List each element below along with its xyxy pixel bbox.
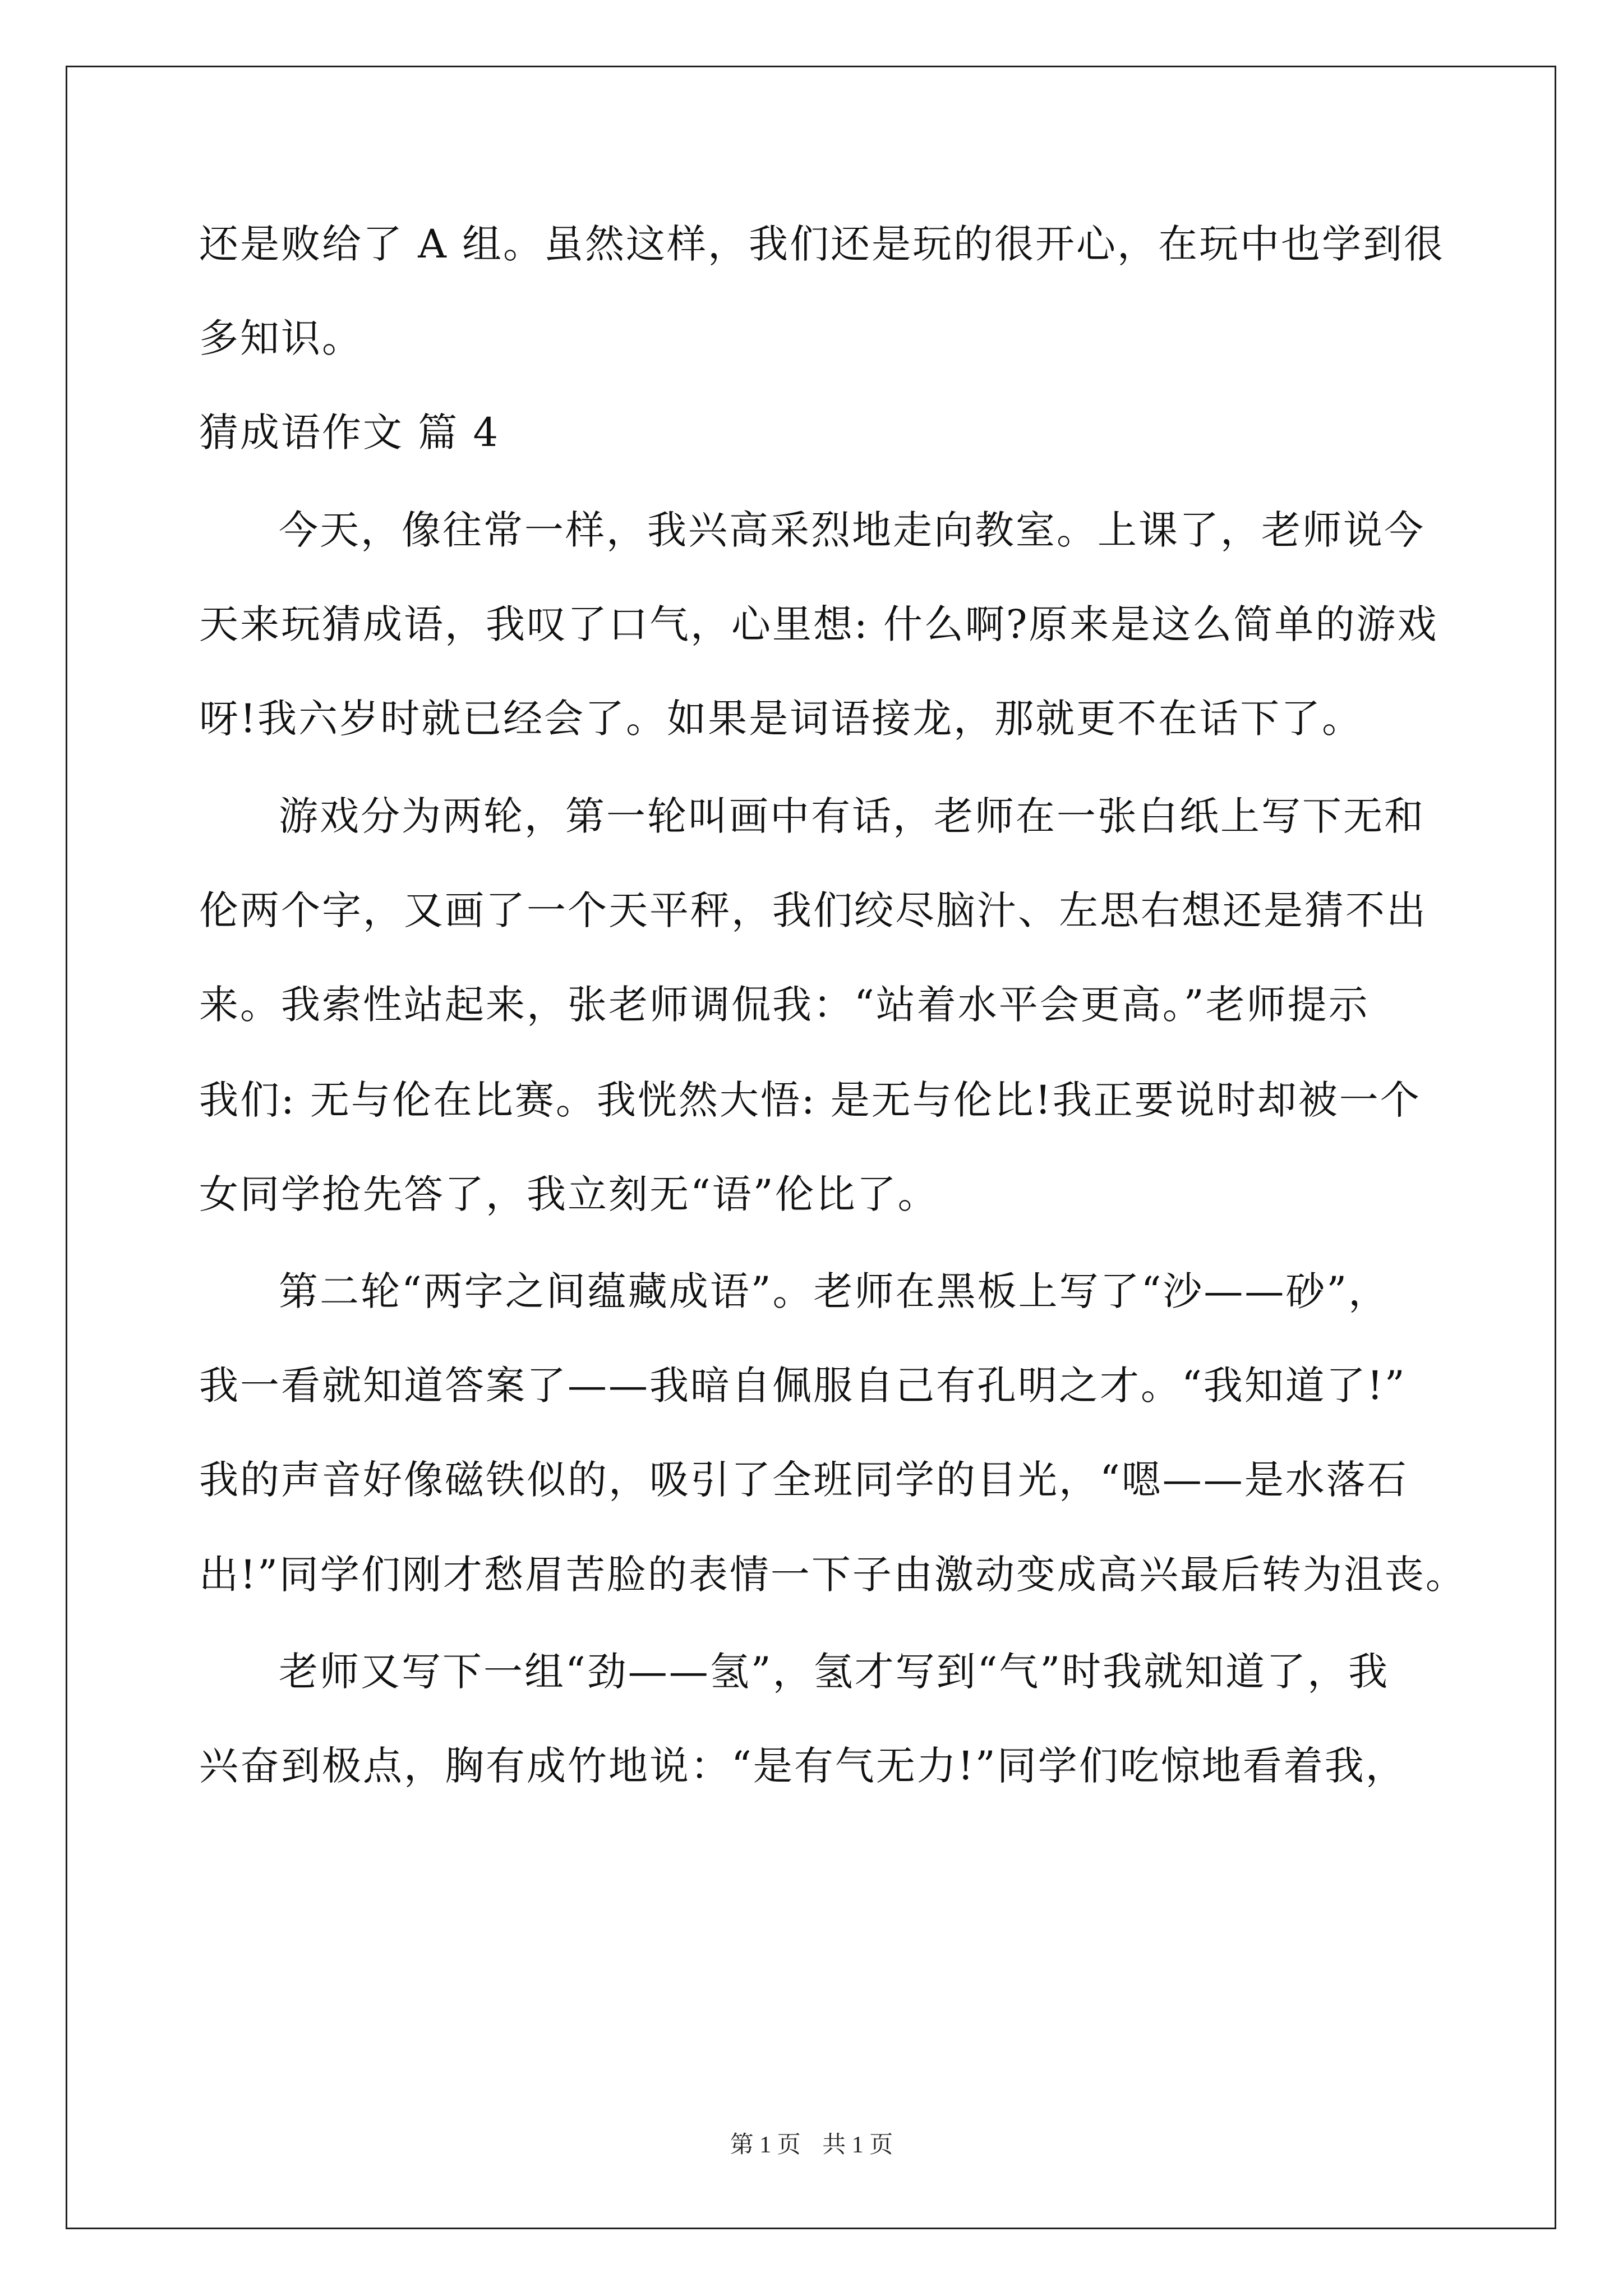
paragraph-line: 老师又写下一组“劲——氢”，氢才写到“气”时我就知道了，我 — [279, 1649, 1390, 1695]
page-border — [66, 66, 1556, 2229]
paragraph-line: 我们: 无与伦在比赛。我恍然大悟: 是无与伦比!我正要说时却被一个 — [199, 1077, 1421, 1123]
paragraph-line: 出!”同学们刚才愁眉苦脸的表情一下子由激动变成高兴最后转为沮丧。 — [199, 1552, 1467, 1598]
paragraph-line: 游戏分为两轮，第一轮叫画中有话，老师在一张白纸上写下无和 — [279, 793, 1425, 839]
paragraph-line: 来。我索性站起来，张老师调侃我：“站着水平会更高。”老师提示 — [199, 982, 1370, 1028]
paragraph-line: 天来玩猜成语，我叹了口气，心里想: 什么啊?原来是这么简单的游戏 — [199, 601, 1438, 647]
section-heading: 猜成语作文 篇 4 — [199, 409, 500, 455]
paragraph-line: 兴奋到极点，胸有成竹地说：“是有气无力!”同学们吃惊地看着我， — [199, 1743, 1407, 1789]
paragraph-line: 呀!我六岁时就已经会了。如果是词语接龙，那就更不在话下了。 — [199, 696, 1363, 742]
paragraph-line: 今天，像往常一样，我兴高采烈地走向教室。上课了，老师说今 — [279, 507, 1425, 553]
paragraph-line: 第二轮“两字之间蕴藏成语”。老师在黑板上写了“沙——砂”， — [279, 1268, 1390, 1314]
paragraph-line: 还是败给了 A 组。虽然这样，我们还是玩的很开心，在玩中也学到很 — [199, 221, 1445, 267]
page-number-current: 第 1 页 — [730, 2132, 801, 2158]
paragraph-line: 女同学抢先答了，我立刻无“语”伦比了。 — [199, 1171, 939, 1217]
paragraph-line: 伦两个字，又画了一个天平秤，我们绞尽脑汁、左思右想还是猜不出 — [199, 887, 1427, 933]
paragraph-line: 我一看就知道答案了——我暗自佩服自己有孔明之才。“我知道了!” — [199, 1363, 1407, 1409]
page-number-total: 共 1 页 — [822, 2132, 893, 2158]
page-footer — [0, 2126, 1623, 2160]
paragraph-line: 我的声音好像磁铁似的，吸引了全班同学的目光，“嗯——是水落石 — [199, 1457, 1408, 1503]
paragraph-line: 多知识。 — [199, 315, 363, 361]
